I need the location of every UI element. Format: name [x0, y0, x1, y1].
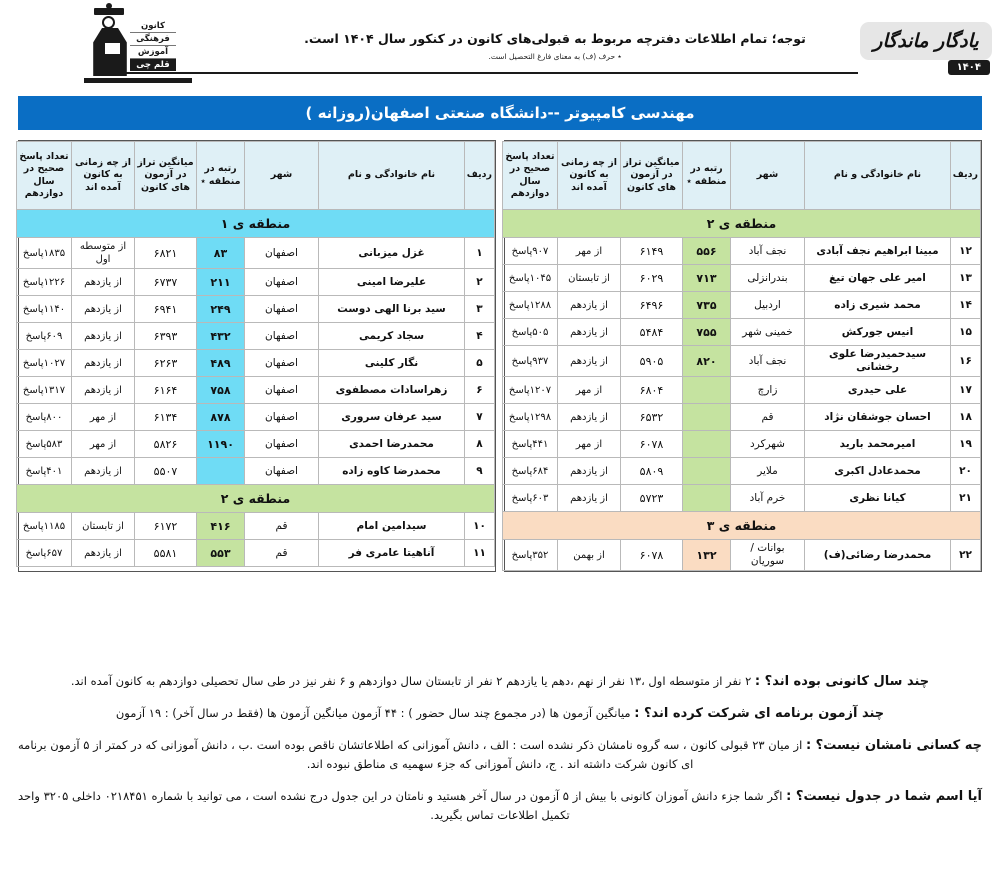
cell-rank: ۸۲۰	[683, 346, 731, 377]
cell-rank: ۴۸۹	[197, 350, 245, 377]
header-note	[250, 30, 860, 62]
cell-city: قم	[245, 540, 319, 567]
cell-name: سجاد کریمی	[319, 323, 465, 350]
cell-taraz: ۶۱۴۹	[621, 238, 683, 265]
zone-section-row	[17, 485, 495, 513]
cell-city: اردبیل	[731, 292, 805, 319]
cell-radif: ۱۲	[951, 238, 981, 265]
cell-rank	[683, 458, 731, 485]
cell-city: اصفهان	[245, 431, 319, 458]
kanoon-wordmark-line-4: قلم چی	[130, 59, 176, 71]
cell-answers: ۶۵۷پاسخ	[17, 540, 72, 567]
cell-rank: ۷۱۳	[683, 265, 731, 292]
cell-answers: ۱۲۰۷پاسخ	[503, 377, 558, 404]
left-table-body	[503, 210, 981, 571]
cell-taraz: ۶۴۹۶	[621, 292, 683, 319]
cell-name: محمدرضا کاوه زاده	[319, 458, 465, 485]
table-row	[17, 238, 495, 269]
cell-taraz: ۶۷۳۷	[135, 269, 197, 296]
table-row	[17, 431, 495, 458]
table-row	[17, 296, 495, 323]
cell-rank: ۷۵۵	[683, 319, 731, 346]
cell-answers: ۱۲۹۸پاسخ	[503, 404, 558, 431]
cell-taraz: ۶۵۳۲	[621, 404, 683, 431]
table-row	[503, 238, 981, 265]
cell-name: امیر علی جهان تیغ	[805, 265, 951, 292]
cell-radif: ۱۰	[465, 513, 495, 540]
cell-answers: ۱۰۴۵پاسخ	[503, 265, 558, 292]
header-note-main: توجه؛ تمام اطلاعات دفترچه مربوط به قبولی‌های کانون در کنکور سال ۱۴۰۴ است.	[304, 31, 806, 46]
cell-city: اصفهان	[245, 296, 319, 323]
col-header-name: نام خانوادگی و نام	[319, 142, 465, 210]
cell-rank: ۸۳	[197, 238, 245, 269]
cell-answers: ۴۴۱پاسخ	[503, 431, 558, 458]
cell-radif: ۲۲	[951, 540, 981, 571]
zone-section-label: منطقه ی ۲	[17, 485, 495, 513]
table-row	[17, 540, 495, 567]
cell-name: کیانا نظری	[805, 485, 951, 512]
cell-answers: ۱۱۸۵پاسخ	[17, 513, 72, 540]
cell-taraz: ۵۵۸۱	[135, 540, 197, 567]
cell-rank: ۱۱۹۰	[197, 431, 245, 458]
right-admissions-table	[16, 141, 495, 567]
table-row	[17, 350, 495, 377]
graduate-figure-icon	[88, 8, 132, 80]
cell-radif: ۳	[465, 296, 495, 323]
left-table-header-row	[503, 142, 981, 210]
cell-city: خمینی شهر	[731, 319, 805, 346]
zone-section-label: منطقه ی ۳	[503, 512, 981, 540]
cell-name: سیدامین امام	[319, 513, 465, 540]
cell-city: شهرکرد	[731, 431, 805, 458]
cell-answers: ۱۳۱۷پاسخ	[17, 377, 72, 404]
cell-name: مبینا ابراهیم نجف آبادی	[805, 238, 951, 265]
cell-answers: ۶۰۳پاسخ	[503, 485, 558, 512]
cell-rank	[683, 485, 731, 512]
right-table-wrapper	[18, 140, 496, 572]
graduation-cap-icon	[94, 8, 124, 15]
cell-city: اصفهان	[245, 404, 319, 431]
cell-time: از تابستان	[558, 265, 621, 292]
cell-answers: ۹۰۷پاسخ	[503, 238, 558, 265]
cell-name: محمدعادل اکبری	[805, 458, 951, 485]
footnotes	[18, 672, 982, 838]
cell-rank	[683, 404, 731, 431]
cell-radif: ۱۸	[951, 404, 981, 431]
cell-name: سید عرفان سروری	[319, 404, 465, 431]
cell-taraz: ۶۸۲۱	[135, 238, 197, 269]
cell-time: از یازدهم	[72, 458, 135, 485]
cell-name: انیس جورکش	[805, 319, 951, 346]
cell-taraz: ۵۸۰۹	[621, 458, 683, 485]
footnote-years	[18, 672, 982, 691]
cell-name: نگار کلینی	[319, 350, 465, 377]
cell-answers: ۱۲۸۸پاسخ	[503, 292, 558, 319]
table-row	[503, 346, 981, 377]
cell-answers: ۹۳۷پاسخ	[503, 346, 558, 377]
cell-taraz: ۶۱۷۲	[135, 513, 197, 540]
footnote-missing	[18, 736, 982, 774]
cell-name: علی حیدری	[805, 377, 951, 404]
footnote-missing-text: از میان ۲۳ قبولی کانون ، سه گروه نامشان ذکر نشده است : الف ، دانش آموزانی که اطلاعاتشان ناقص بوده است .ب ، دانش آموزانی که در کمتر از ۵ آزمون برنامه ای کانون شرکت داشته اند . ج، دانش آموزانی که جزء سهمیه ی مناطق نبوده اند.	[18, 738, 806, 771]
footnote-years-text: ۲ نفر از متوسطه اول ،۱۳ نفر از نهم ،دهم یا یازدهم ۲ نفر از تابستان سال دوازدهم و ۶ نفر نیز در طی سال تحصیلی دوازدهم به کانون آمده اند.	[70, 674, 755, 688]
cell-name: غزل میزبانی	[319, 238, 465, 269]
footnote-missing-title: چه کسانی نامشان نیست؟ :	[805, 738, 983, 753]
col-header-name: نام خانوادگی و نام	[805, 142, 951, 210]
major-title-banner	[18, 96, 982, 130]
table-row	[503, 265, 981, 292]
yadegar-mandegar-year: ۱۴۰۴	[948, 60, 990, 75]
cell-time: از تابستان	[72, 513, 135, 540]
cell-name: آناهیتا عامری فر	[319, 540, 465, 567]
col-header-answers: تعداد پاسخ صحیح در سال دوازدهم	[17, 142, 72, 210]
table-row	[17, 513, 495, 540]
cell-time: از یازدهم	[72, 296, 135, 323]
cell-radif: ۲۰	[951, 458, 981, 485]
cell-radif: ۱۵	[951, 319, 981, 346]
cell-rank: ۷۳۵	[683, 292, 731, 319]
left-admissions-table	[502, 141, 981, 571]
cell-radif: ۱۴	[951, 292, 981, 319]
zone-section-row	[17, 210, 495, 238]
yadegar-mandegar-title: یادگار ماندگار	[873, 30, 979, 52]
figure-head-icon	[102, 16, 115, 29]
cell-name: سیدحمیدرضا علوی رخشانی	[805, 346, 951, 377]
cell-name: سید برنا الهی دوست	[319, 296, 465, 323]
cell-city: بوانات /سوریان	[731, 540, 805, 571]
cell-name: محمدرضا احمدی	[319, 431, 465, 458]
cell-radif: ۱	[465, 238, 495, 269]
cell-rank: ۵۵۶	[683, 238, 731, 265]
cell-name: زهراسادات مصطفوی	[319, 377, 465, 404]
cell-answers: ۳۵۲پاسخ	[503, 540, 558, 571]
cell-taraz: ۶۲۶۳	[135, 350, 197, 377]
cell-time: از یازدهم	[72, 323, 135, 350]
cell-taraz: ۶۱۶۴	[135, 377, 197, 404]
major-title-text: مهندسی کامپیوتر --دانشگاه صنعتی اصفهان(روزانه )	[305, 104, 695, 122]
col-header-city: شهر	[245, 142, 319, 210]
cell-city: ملایر	[731, 458, 805, 485]
cell-name: احسان جوشقان نژاد	[805, 404, 951, 431]
cell-radif: ۲	[465, 269, 495, 296]
zone-section-row	[503, 512, 981, 540]
cell-radif: ۱۷	[951, 377, 981, 404]
book-icon	[104, 42, 121, 55]
cell-rank: ۲۱۱	[197, 269, 245, 296]
right-table-header-row	[17, 142, 495, 210]
footnote-exams-text: میانگین آزمون ها (در مجموع چند سال حضور ) : ۴۴ آزمون میانگین آزمون ها (فقط در سال آخر) : ۱۹ آزمون	[115, 706, 635, 720]
col-header-taraz: میانگین تراز در آزمون های کانون	[135, 142, 197, 210]
cell-city: نجف آباد	[731, 238, 805, 265]
yadegar-mandegar-pill	[860, 22, 992, 60]
footnote-exams	[18, 704, 982, 723]
right-table-body	[17, 210, 495, 567]
cell-rank: ۱۳۲	[683, 540, 731, 571]
col-header-taraz: میانگین تراز در آزمون های کانون	[621, 142, 683, 210]
col-header-radif: ردیف	[465, 142, 495, 210]
table-row	[503, 458, 981, 485]
cell-radif: ۵	[465, 350, 495, 377]
table-row	[503, 292, 981, 319]
cell-time: از مهر	[72, 431, 135, 458]
footnote-contact-title: آیا اسم شما در جدول نیست؟ :	[786, 789, 982, 804]
cell-time: از یازدهم	[558, 319, 621, 346]
cell-taraz: ۶۰۲۹	[621, 265, 683, 292]
cell-radif: ۷	[465, 404, 495, 431]
logo-baseline	[84, 78, 192, 83]
cell-taraz: ۵۴۸۴	[621, 319, 683, 346]
cell-name: علیرضا امینی	[319, 269, 465, 296]
zone-section-label: منطقه ی ۱	[17, 210, 495, 238]
footnote-years-title: چند سال کانونی بوده اند؟ :	[754, 674, 930, 689]
cell-taraz: ۵۸۲۶	[135, 431, 197, 458]
col-header-answers: تعداد پاسخ صحیح در سال دوازدهم	[503, 142, 558, 210]
kanoon-wordmark	[130, 20, 176, 71]
table-row	[17, 458, 495, 485]
table-row	[17, 323, 495, 350]
cell-answers: ۶۸۴پاسخ	[503, 458, 558, 485]
cell-city: قم	[245, 513, 319, 540]
header-note-sub: ٭ حرف (ف) به معنای فارغ التحصیل است.	[488, 52, 622, 61]
left-table-head	[503, 142, 981, 210]
footnote-exams-title: چند آزمون برنامه ای شرکت کرده اند؟ :	[634, 706, 885, 721]
masthead	[0, 0, 1000, 92]
cell-taraz: ۶۰۷۸	[621, 431, 683, 458]
cell-taraz: ۵۵۰۷	[135, 458, 197, 485]
cell-radif: ۱۶	[951, 346, 981, 377]
cell-time: از مهر	[72, 404, 135, 431]
cell-radif: ۹	[465, 458, 495, 485]
cell-answers: ۱۲۲۶پاسخ	[17, 269, 72, 296]
cell-city: اصفهان	[245, 238, 319, 269]
cell-time: از مهر	[558, 431, 621, 458]
cell-rank: ۸۷۸	[197, 404, 245, 431]
header-divider	[118, 72, 858, 74]
yadegar-mandegar-logo	[860, 22, 992, 84]
table-row	[17, 269, 495, 296]
footnote-contact	[18, 787, 982, 825]
cell-radif: ۱۹	[951, 431, 981, 458]
cell-rank: ۴۳۲	[197, 323, 245, 350]
cell-time: از یازدهم	[72, 269, 135, 296]
cell-time: از یازدهم	[558, 458, 621, 485]
cell-answers: ۱۱۴۰پاسخ	[17, 296, 72, 323]
cell-rank: ۴۱۶	[197, 513, 245, 540]
cell-rank: ۷۵۸	[197, 377, 245, 404]
cell-answers: ۵۰۵پاسخ	[503, 319, 558, 346]
cell-answers: ۵۸۳پاسخ	[17, 431, 72, 458]
cell-rank	[683, 377, 731, 404]
cell-taraz: ۶۸۰۴	[621, 377, 683, 404]
cell-name: امیرمحمد بارید	[805, 431, 951, 458]
cell-time: از بهمن	[558, 540, 621, 571]
cell-city: اصفهان	[245, 269, 319, 296]
cell-name: محمدرضا رضائی(ف)	[805, 540, 951, 571]
cell-answers: ۱۰۲۷پاسخ	[17, 350, 72, 377]
cell-time: از یازدهم	[558, 292, 621, 319]
table-row	[503, 540, 981, 571]
cell-time: از یازدهم	[72, 540, 135, 567]
cell-taraz: ۶۹۴۱	[135, 296, 197, 323]
col-header-rank: رتبه در منطقه ٭	[197, 142, 245, 210]
table-row	[503, 377, 981, 404]
kanoon-wordmark-line-1: کانون	[130, 20, 176, 33]
cell-city: اصفهان	[245, 377, 319, 404]
kanoon-wordmark-line-3: آموزش	[130, 46, 176, 59]
cell-radif: ۸	[465, 431, 495, 458]
cell-city: نجف آباد	[731, 346, 805, 377]
cell-time: از یازدهم	[558, 404, 621, 431]
cell-rank	[197, 458, 245, 485]
cell-radif: ۱۳	[951, 265, 981, 292]
footnote-contact-text: اگر شما جزء دانش آموزان کانونی با بیش از ۵ آزمون در سال آخر هستید و نامتان در این جدول درج نشده است ، می توانید با شماره ۰۲۱۸۴۵۱ داخلی ۳۲۰۵ واحد تکمیل اطلاعات تماس بگیرید.	[18, 789, 787, 822]
cell-city: خرم آباد	[731, 485, 805, 512]
cell-city: اصفهان	[245, 458, 319, 485]
kanoon-wordmark-line-2: فرهنگی	[130, 33, 176, 46]
cell-city: زارچ	[731, 377, 805, 404]
cell-time: از یازدهم	[558, 485, 621, 512]
table-row	[503, 485, 981, 512]
table-row	[503, 431, 981, 458]
cell-radif: ۶	[465, 377, 495, 404]
cell-city: اصفهان	[245, 323, 319, 350]
zone-section-row	[503, 210, 981, 238]
cell-time: از مهر	[558, 377, 621, 404]
zone-section-label: منطقه ی ۲	[503, 210, 981, 238]
cell-time: از مهر	[558, 238, 621, 265]
cell-taraz: ۶۱۳۴	[135, 404, 197, 431]
table-row	[17, 404, 495, 431]
col-header-radif: ردیف	[951, 142, 981, 210]
cell-name: محمد شیری زاده	[805, 292, 951, 319]
cell-time: از متوسطه اول	[72, 238, 135, 269]
cell-rank: ۵۵۳	[197, 540, 245, 567]
col-header-time: از چه زمانی به کانون آمده اند	[558, 142, 621, 210]
table-row	[503, 319, 981, 346]
cell-taraz: ۶۳۹۳	[135, 323, 197, 350]
cell-city: بندرانزلی	[731, 265, 805, 292]
tables-container	[18, 140, 982, 572]
right-table-head	[17, 142, 495, 210]
cell-taraz: ۵۷۲۳	[621, 485, 683, 512]
cell-radif: ۱۱	[465, 540, 495, 567]
col-header-city: شهر	[731, 142, 805, 210]
table-row	[503, 404, 981, 431]
cell-taraz: ۶۰۷۸	[621, 540, 683, 571]
cell-taraz: ۵۹۰۵	[621, 346, 683, 377]
cell-radif: ۲۱	[951, 485, 981, 512]
cell-rank	[683, 431, 731, 458]
cell-time: از یازدهم	[558, 346, 621, 377]
cell-answers: ۴۰۱پاسخ	[17, 458, 72, 485]
cell-city: اصفهان	[245, 350, 319, 377]
left-table-wrapper	[504, 140, 982, 572]
cell-city: قم	[731, 404, 805, 431]
cell-rank: ۲۴۹	[197, 296, 245, 323]
cell-answers: ۶۰۹پاسخ	[17, 323, 72, 350]
table-row	[17, 377, 495, 404]
cell-answers: ۸۰۰پاسخ	[17, 404, 72, 431]
cell-time: از یازدهم	[72, 350, 135, 377]
cell-answers: ۱۸۳۵پاسخ	[17, 238, 72, 269]
col-header-time: از چه زمانی به کانون آمده اند	[72, 142, 135, 210]
cell-time: از یازدهم	[72, 377, 135, 404]
col-header-rank: رتبه در منطقه ٭	[683, 142, 731, 210]
cell-radif: ۴	[465, 323, 495, 350]
